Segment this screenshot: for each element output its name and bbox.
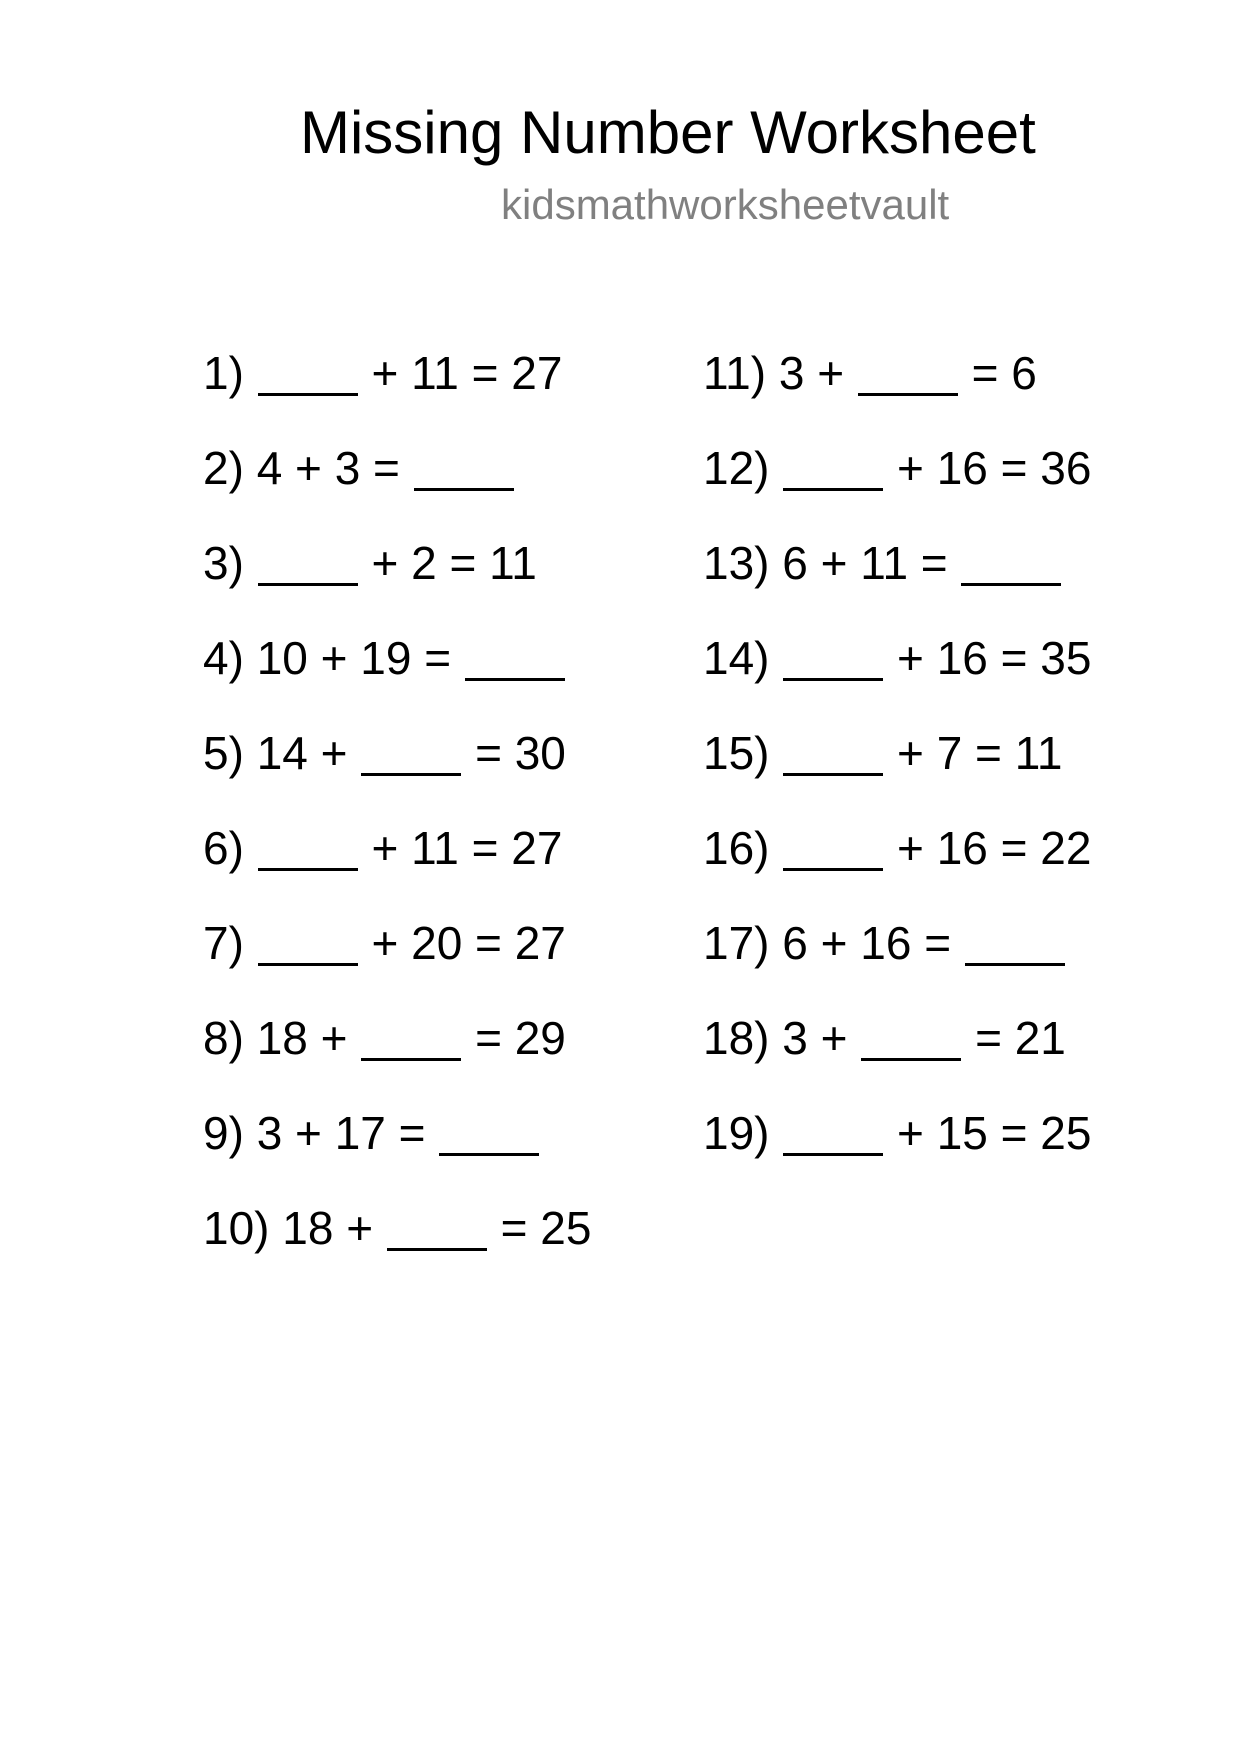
problem-17 [703,916,1066,970]
problem-number: 7) [203,917,244,969]
answer-blank[interactable] [961,543,1061,586]
problem-18 [703,1011,1066,1065]
answer-blank[interactable] [439,1113,539,1156]
problem-5 [203,726,566,780]
problem-number: 19) [703,1107,770,1159]
problem-9 [203,1106,540,1160]
answer-blank[interactable] [414,448,514,491]
problem-13 [703,536,1062,590]
problem-text: = 29 [475,1012,566,1064]
problem-10 [203,1201,591,1255]
problem-number: 17) [703,917,770,969]
problem-text: 3 + 17 = [256,1107,426,1159]
problem-6 [203,821,562,875]
problem-number: 3) [203,537,244,589]
problem-text: 6 + 11 = [782,537,948,589]
problem-number: 11) [703,347,767,399]
problem-text: + 16 = 36 [897,442,1092,494]
problem-text: 18 + [256,1012,348,1064]
problem-text: + 15 = 25 [897,1107,1092,1159]
answer-blank[interactable] [783,733,883,776]
problem-text: + 16 = 35 [897,632,1092,684]
problem-text: + 11 = 27 [371,822,563,874]
answer-blank[interactable] [783,448,883,491]
problem-text: 4 + 3 = [256,442,400,494]
problem-12 [703,441,1091,495]
problem-number: 2) [203,442,244,494]
answer-blank[interactable] [783,638,883,681]
problem-number: 1) [203,347,244,399]
answer-blank[interactable] [861,1018,961,1061]
problem-text: + 16 = 22 [897,822,1092,874]
problem-15 [703,726,1062,780]
answer-blank[interactable] [387,1208,487,1251]
problem-text: = 21 [975,1012,1066,1064]
problem-number: 14) [703,632,770,684]
answer-blank[interactable] [361,733,461,776]
problem-text: 3 + [778,347,845,399]
problem-text: = 6 [971,347,1037,399]
answer-blank[interactable] [783,1113,883,1156]
answer-blank[interactable] [258,923,358,966]
answer-blank[interactable] [258,828,358,871]
problem-1 [203,346,562,400]
problem-number: 5) [203,727,244,779]
problem-number: 13) [703,537,770,589]
answer-blank[interactable] [783,828,883,871]
problem-2 [203,441,515,495]
problem-text: + 2 = 11 [371,537,537,589]
problem-number: 4) [203,632,244,684]
problem-number: 15) [703,727,770,779]
problem-text: + 11 = 27 [371,347,563,399]
problem-number: 8) [203,1012,244,1064]
problem-number: 9) [203,1107,244,1159]
problem-text: 14 + [256,727,348,779]
site-watermark: kidsmathworksheetvault [501,181,950,228]
problem-text: + 20 = 27 [371,917,566,969]
page-title: Missing Number Worksheet [300,99,1036,166]
problem-16 [703,821,1091,875]
problem-text: + 7 = 11 [897,727,1063,779]
problem-number: 16) [703,822,770,874]
answer-blank[interactable] [465,638,565,681]
problem-8 [203,1011,566,1065]
problem-number: 18) [703,1012,770,1064]
problem-4 [203,631,566,685]
problem-number: 10) [203,1202,270,1254]
answer-blank[interactable] [258,543,358,586]
problem-19 [703,1106,1091,1160]
problem-text: 18 + [282,1202,374,1254]
answer-blank[interactable] [965,923,1065,966]
answer-blank[interactable] [361,1018,461,1061]
problem-text: = 25 [500,1202,592,1254]
problem-text: 6 + 16 = [782,917,952,969]
problem-text: = 30 [475,727,566,779]
problem-text: 10 + 19 = [256,632,452,684]
problem-7 [203,916,566,970]
problem-11 [703,346,1037,400]
problem-number: 6) [203,822,244,874]
answer-blank[interactable] [858,353,958,396]
problem-number: 12) [703,442,770,494]
problem-3 [203,536,537,590]
problem-14 [703,631,1091,685]
answer-blank[interactable] [258,353,358,396]
problem-text: 3 + [782,1012,848,1064]
